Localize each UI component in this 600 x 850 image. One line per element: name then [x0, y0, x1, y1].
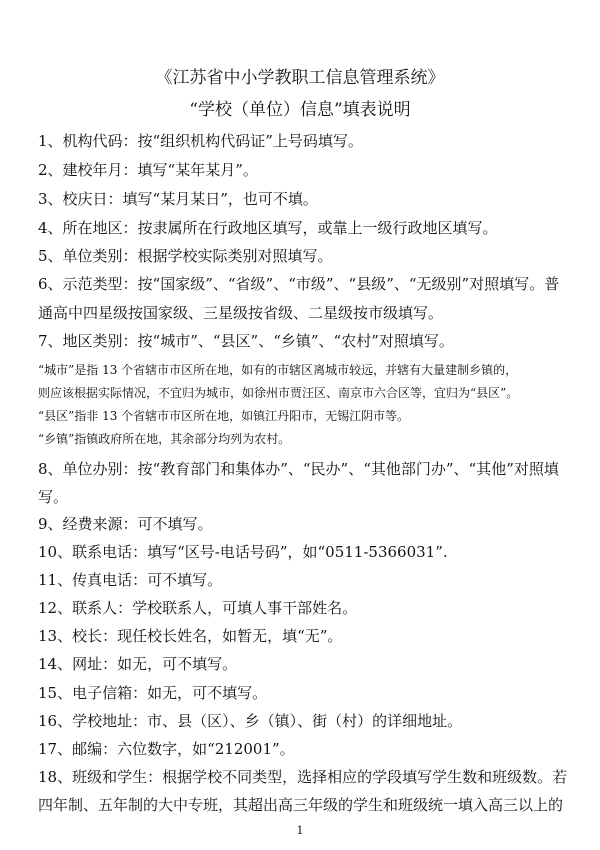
note-county: “县区”指非 13 个省辖市市区所在地，如镇江丹阳市，无锡江阴市等。 [38, 409, 410, 423]
item-3: 3、校庆日：填写“某月某日”，也可不填。 [38, 190, 318, 208]
item-15: 15、电子信箱：如无，可不填写。 [38, 684, 268, 702]
item-17: 17、邮编：六位数字，如“212001”。 [38, 740, 295, 758]
item-18-line-2: 四年制、五年制的大中专班，其超出高三年级的学生和班级统一填入高三以上的 [38, 796, 564, 814]
document-subtitle: “学校（单位）信息”填表说明 [189, 100, 411, 120]
item-18-line-1: 18、班级和学生：根据学校不同类型，选择相应的学段填写学生数和班级数。若 [38, 768, 568, 786]
item-1: 1、机构代码：按“组织机构代码证”上号码填写。 [38, 132, 363, 150]
item-4: 4、所在地区：按隶属所在行政地区填写，或靠上一级行政地区填写。 [38, 219, 498, 237]
note-town: “乡镇”指镇政府所在地，其余部分均列为农村。 [38, 432, 291, 446]
item-2: 2、建校年月：填写“某年某月”。 [38, 161, 258, 179]
item-13: 13、校长：现任校长姓名，如暂无，填“无”。 [38, 627, 343, 645]
note-city-line-1: “城市”是指 13 个省辖市市区所在地，如有的市辖区离城市较远，并辖有大量建制乡镇的， [38, 363, 518, 377]
item-10: 10、联系电话：填写“区号-电话号码”，如“0511-5366031”. [38, 543, 448, 561]
item-8-line-2: 写。 [38, 488, 69, 506]
item-6-line-2: 通高中四星级按国家级、三星级按省级、二星级按市级填写。 [38, 304, 444, 322]
item-9: 9、经费来源：可不填写。 [38, 515, 213, 533]
item-11: 11、传真电话：可不填写。 [38, 571, 223, 589]
item-5: 5、单位类别：根据学校实际类别对照填写。 [38, 247, 333, 265]
note-city-line-2: 则应该根据实际情况，不宜归为城市，如徐州市贾汪区、南京市六合区等，宜归为“县区”。 [38, 386, 519, 400]
item-12: 12、联系人：学校联系人，可填人事干部姓名。 [38, 599, 358, 617]
document-title: 《江苏省中小学教职工信息管理系统》 [155, 68, 445, 88]
item-7: 7、地区类别：按“城市”、“县区”、“乡镇”、“农村”对照填写。 [38, 332, 454, 350]
item-8-line-1: 8、单位办别：按“教育部门和集体办”、“民办”、“其他部门办”、“其他”对照填 [38, 460, 559, 478]
item-14: 14、网址：如无，可不填写。 [38, 655, 238, 673]
item-6-line-1: 6、示范类型：按“国家级”、“省级”、“市级”、“县级”、“无级别”对照填写。普 [38, 275, 560, 293]
item-16: 16、学校地址：市、县（区）、乡（镇）、街（村）的详细地址。 [38, 712, 463, 730]
page-number: 1 [296, 824, 304, 837]
